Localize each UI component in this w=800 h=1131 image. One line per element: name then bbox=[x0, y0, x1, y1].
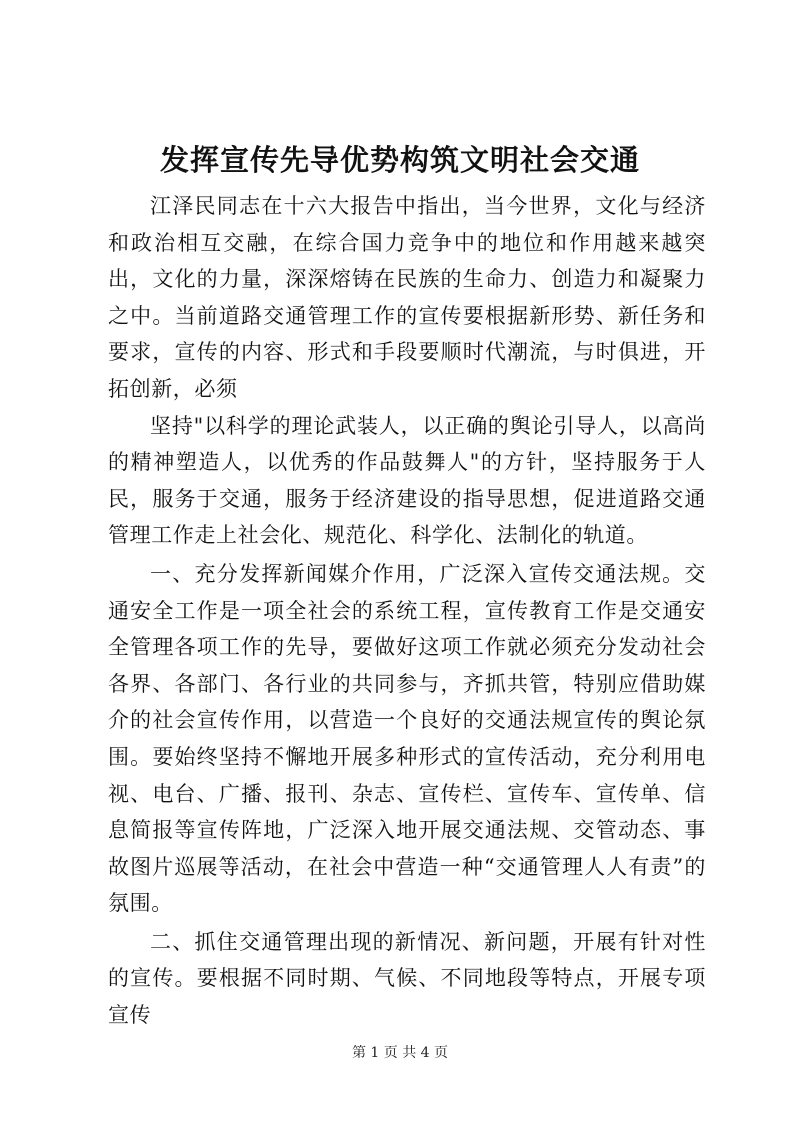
paragraph-principle: 坚持"以科学的理论武装人，以正确的舆论引导人，以高尚的精神塑造人，以优秀的作品鼓舞人"的方针，坚持服务于人民，服务于交通，服务于经济建设的指导思想，促进道路交通管理工作走上社会化、规范化、科学化、法制化的轨道。 bbox=[108, 413, 706, 548]
paragraph-section-one: 一、充分发挥新闻媒介作用，广泛深入宣传交通法规。交通安全工作是一项全社会的系统工程，宣传教育工作是交通安全管理各项工作的先导，要做好这项工作就必须充分发动社会各界、各部门、各行业的共同参与，齐抓共管，特别应借助媒介的社会宣传作用，以营造一个良好的交通法规宣传的舆论氛围。要始终坚持不懈地开展多种形式的宣传活动，充分利用电视、电台、广播、报刊、杂志、宣传栏、宣传车、宣传单、信息简报等宣传阵地，广泛深入地开展交通法规、交管动态、事故图片巡展等活动，在社会中营造一种“交通管理人人有责”的氛围。 bbox=[108, 561, 706, 916]
document-title: 发挥宣传先导优势构筑文明社会交通 bbox=[159, 143, 640, 177]
document-body bbox=[108, 188, 706, 1034]
page-number-footer: 第 1 页 共 4 页 bbox=[351, 1045, 449, 1061]
paragraph-section-two: 二、抓住交通管理出现的新情况、新问题，开展有针对性的宣传。要根据不同时期、气候、不同地段等特点，开展专项宣传 bbox=[108, 929, 706, 1028]
paragraph-intro: 江泽民同志在十六大报告中指出，当今世界，文化与经济和政治相互交融，在综合国力竞争中的地位和作用越来越突出，文化的力量，深深熔铸在民族的生命力、创造力和凝聚力之中。当前道路交通管理工作的宣传要根据新形势、新任务和要求，宣传的内容、形式和手段要顺时代潮流，与时俱进，开拓创新，必须 bbox=[108, 194, 706, 401]
